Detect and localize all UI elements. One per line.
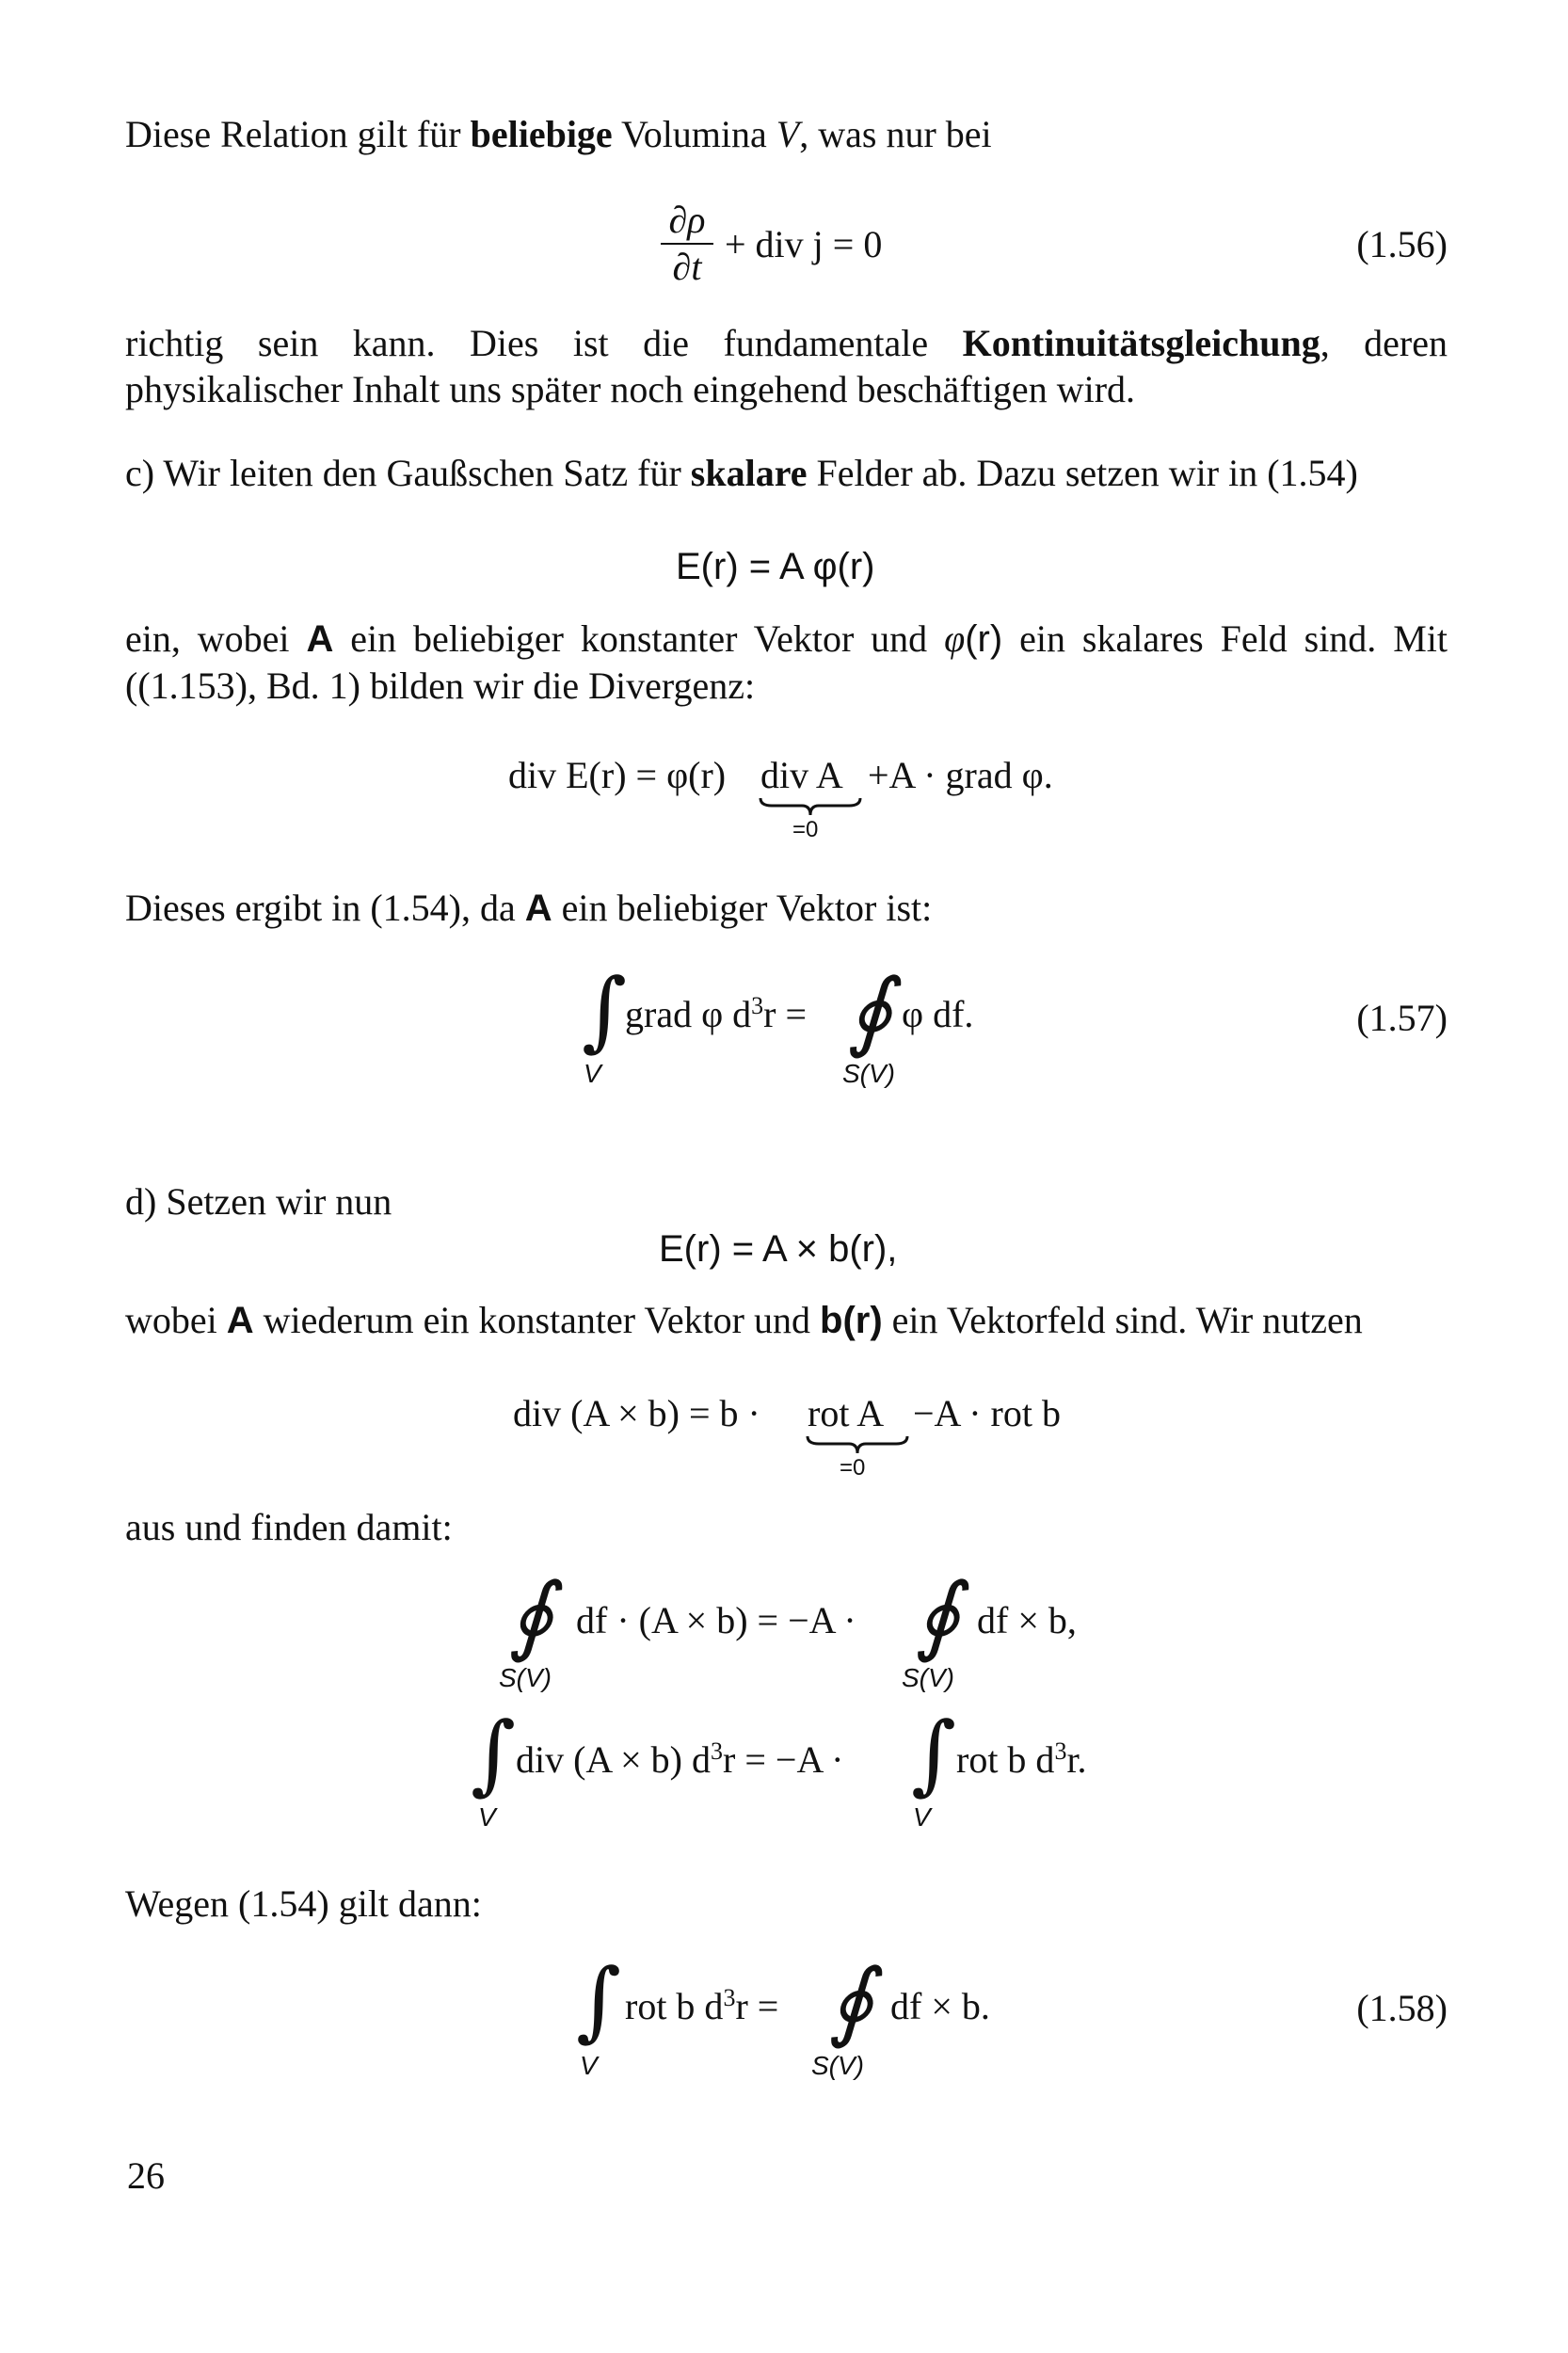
fraction-numerator: ∂ρ [668, 199, 706, 241]
rot-brace-term: rot A [808, 1392, 885, 1434]
underbrace-zero: =0 [840, 1455, 866, 1481]
eq158-right: df × b. [890, 1985, 990, 2027]
subscript-v: V [478, 1802, 496, 1832]
integral-icon: ∫ [471, 1704, 516, 1804]
paragraph-2: richtig sein kann. Dies ist die fundamentale Kontinuitätsgleichung, deren physikalischer Inhalt uns später noch eingehend beschäftigen wird. [125, 322, 1448, 410]
contour-integral-icon: ∮ [915, 1564, 960, 1665]
eq157-right: φ df. [902, 993, 974, 1035]
paragraph-6: d) Setzen wir nun [125, 1180, 392, 1223]
eq158-left: rot b $d^3r$ = [625, 1984, 779, 2027]
fraction-bar [661, 243, 713, 245]
integral-icon: ∫ [582, 960, 627, 1061]
eq157-left: grad φ $d^3r$ = [625, 992, 808, 1035]
subscript-sv: S(V) [902, 1663, 954, 1692]
s2-left: div (A × b) $d^3r = -A$ · [516, 1737, 844, 1781]
s2-right: rot b $d^3r$. [956, 1737, 1087, 1781]
integral-icon: ∫ [911, 1704, 956, 1804]
subscript-sv: S(V) [499, 1663, 552, 1692]
paragraph-8: aus und finden damit: [125, 1506, 453, 1548]
subscript-v: V [584, 1059, 601, 1088]
contour-integral-icon: ∮ [508, 1564, 553, 1665]
underbrace-icon [806, 1434, 909, 1455]
paragraph-5: Dieses ergibt in (1.54), da A ein beliebiger Vektor ist: [125, 887, 933, 929]
subscript-v: V [913, 1802, 931, 1832]
rot-left: div (A × b) = b · [513, 1392, 760, 1434]
integral-icon: ∫ [576, 1950, 621, 2051]
subscript-sv: S(V) [842, 1059, 895, 1088]
paragraph-3: c) Wir leiten den Gaußschen Satz für skalare Felder ab. Dazu setzen wir in (1.54) [125, 452, 1358, 494]
div-brace-term: div A [760, 754, 843, 796]
page-number: 26 [127, 2154, 165, 2197]
s1-right: df × b, [977, 1599, 1077, 1641]
equation-rest: + div j = 0 [725, 223, 883, 265]
equation-e-field-cross: E(r) = A × b(r), [659, 1228, 898, 1270]
div-right: +A · grad φ. [868, 754, 1053, 796]
equation-e-field-scalar: E(r) = A φ(r) [676, 546, 875, 587]
subscript-v: V [580, 2051, 598, 2080]
contour-integral-icon: ∮ [847, 960, 892, 1061]
equation-label: (1.58) [1356, 1987, 1448, 2029]
div-left: div E(r) = φ(r) [508, 754, 727, 796]
fraction-denominator: ∂t [672, 246, 702, 288]
underbrace-icon [759, 796, 862, 817]
underbrace-zero: =0 [792, 817, 819, 842]
paragraph-7: wobei A wiederum ein konstanter Vektor und b(r) ein Vektorfeld sind. Wir nutzen [125, 1299, 1363, 1341]
paragraph-9: Wegen (1.54) gilt dann: [125, 1882, 482, 1925]
equation-label: (1.56) [1356, 223, 1448, 265]
paragraph-4: ein, wobei A ein beliebiger konstanter Vektor und φ(r) ein skalares Feld sind. Mit ((1.153), Bd. 1) bilden wir die Divergenz: [125, 617, 1448, 707]
subscript-sv: S(V) [811, 2051, 864, 2080]
rot-right: −A · rot b [913, 1392, 1061, 1434]
contour-integral-icon: ∮ [828, 1950, 873, 2051]
equation-label: (1.57) [1356, 997, 1448, 1039]
paragraph-1: Diese Relation gilt für beliebige Volumina V, was nur bei [125, 113, 992, 155]
s1-left: df · (A × b) = −A · [576, 1599, 856, 1641]
